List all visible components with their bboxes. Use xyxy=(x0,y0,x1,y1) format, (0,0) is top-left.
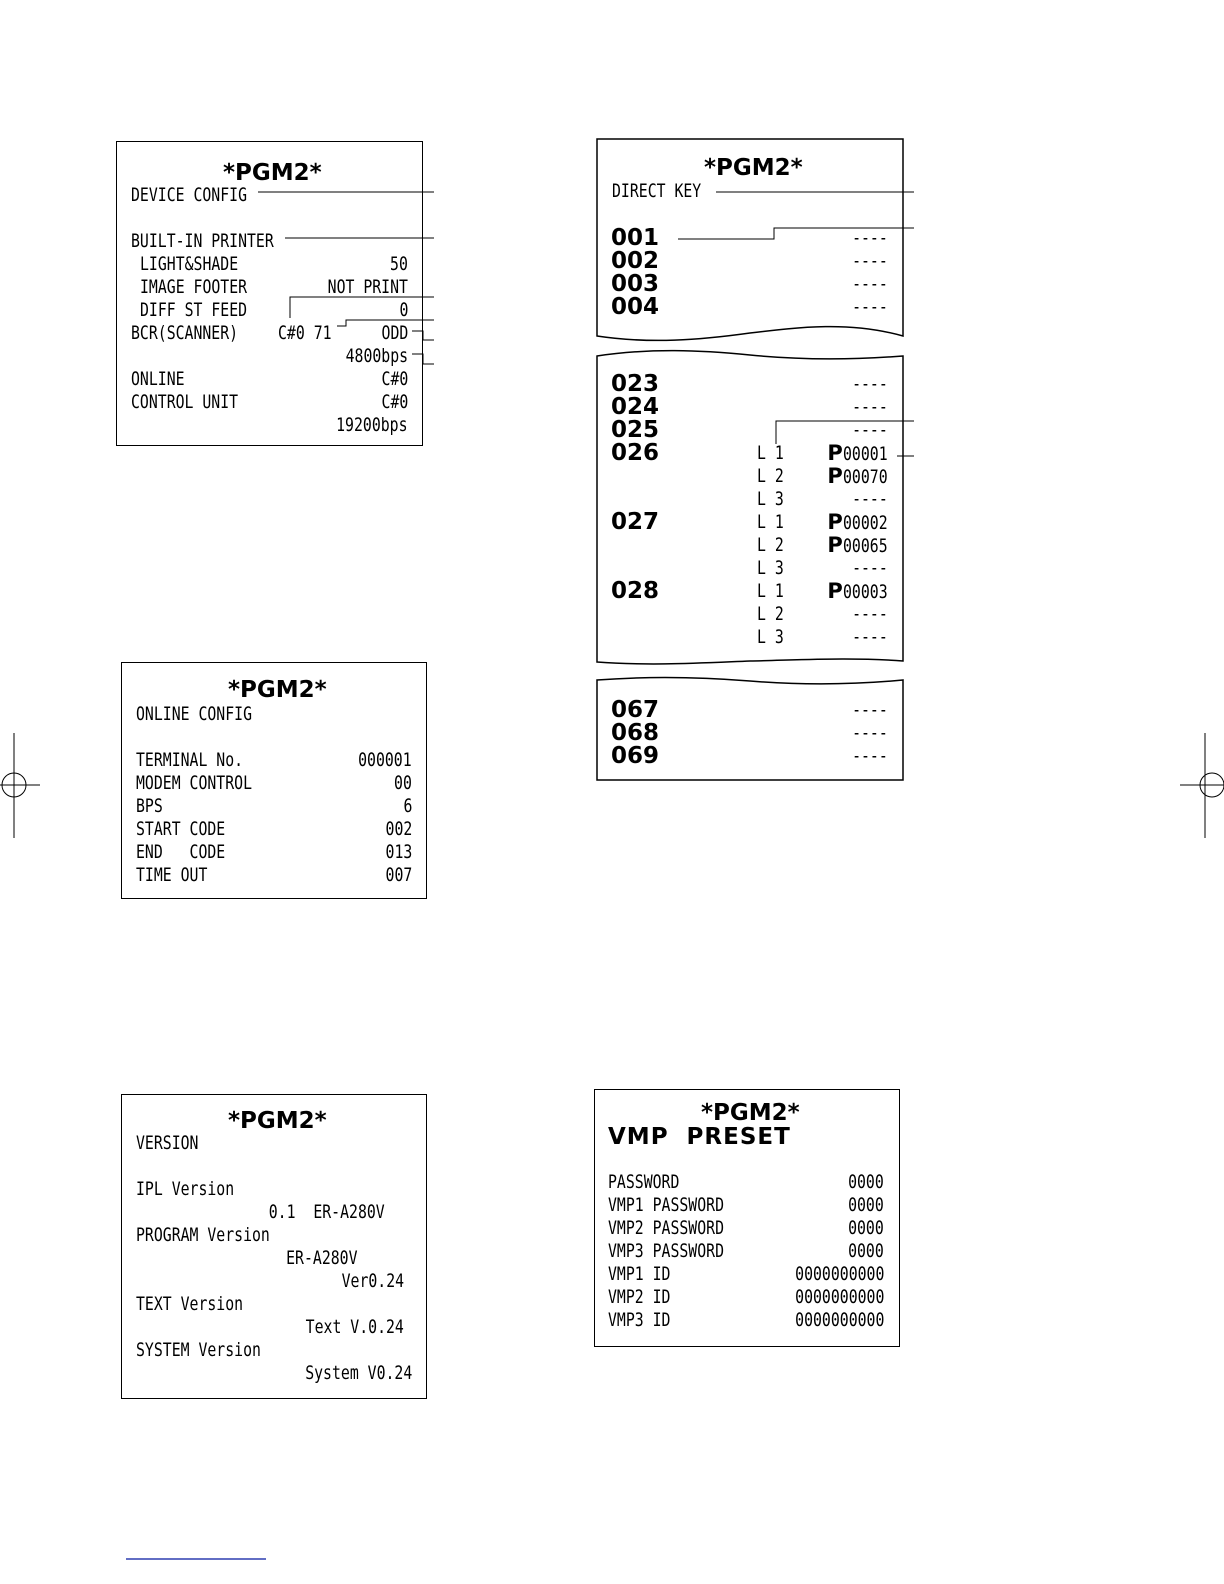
direct-key-link-dashes: ---- xyxy=(852,396,888,418)
direct-key-heading: DIRECT KEY xyxy=(612,180,702,202)
online-row-value: 6 xyxy=(403,795,412,817)
link-level: L 1 xyxy=(757,442,784,464)
direct-key-number: 068 xyxy=(611,720,660,746)
system-version-label: SYSTEM Version xyxy=(136,1339,261,1361)
vmp-row-value: 0000 xyxy=(848,1217,884,1239)
online-row-value: 00 xyxy=(394,772,412,794)
ipl-version-value: 0.1 ER-A280V xyxy=(268,1201,385,1223)
plu-number: 00002 xyxy=(842,512,888,534)
bcr-port: C#0 71 xyxy=(278,322,332,344)
direct-key-link-dashes: ---- xyxy=(852,250,888,272)
diff-st-feed-value: 0 xyxy=(399,299,408,321)
vmp-row-label: VMP1 PASSWORD xyxy=(608,1194,725,1216)
bcr-label: BCR(SCANNER) xyxy=(131,322,239,344)
vmp-row-value: 0000000000 xyxy=(794,1263,884,1285)
online-row-label: TIME OUT xyxy=(136,864,208,886)
online-row-label: BPS xyxy=(136,795,163,817)
receipt-title: *PGM2* xyxy=(704,155,803,181)
plu-prefix: P xyxy=(827,510,843,534)
direct-key-link-dashes: ---- xyxy=(852,296,888,318)
direct-key-number: 024 xyxy=(611,394,660,420)
link-level: L 2 xyxy=(757,603,784,625)
online-row-label: TERMINAL No. xyxy=(136,749,244,771)
plu-dashes: ---- xyxy=(852,626,888,648)
control-unit-speed: 19200bps xyxy=(336,414,408,436)
online-row-value: 013 xyxy=(385,841,412,863)
program-version-label: PROGRAM Version xyxy=(136,1224,270,1246)
direct-key-link-dashes: ---- xyxy=(852,745,888,767)
device-config-heading: DEVICE CONFIG xyxy=(131,184,248,206)
direct-key-number: 067 xyxy=(611,697,660,723)
link-level: L 2 xyxy=(757,465,784,487)
image-footer-label: IMAGE FOOTER xyxy=(140,276,248,298)
direct-key-number: 028 xyxy=(611,578,660,604)
link-level: L 3 xyxy=(757,488,784,510)
link-level: L 1 xyxy=(757,511,784,533)
direct-key-number: 069 xyxy=(611,743,660,769)
version-heading: VERSION xyxy=(136,1132,199,1154)
direct-key-number: 023 xyxy=(611,371,660,397)
plu-prefix: P xyxy=(827,441,843,465)
vmp-row-value: 0000 xyxy=(848,1240,884,1262)
light-shade-value: 50 xyxy=(390,253,408,275)
vmp-row-value: 0000000000 xyxy=(794,1286,884,1308)
bcr-parity: ODD xyxy=(381,322,408,344)
direct-key-number: 026 xyxy=(611,440,660,466)
vmp-row-label: PASSWORD xyxy=(608,1171,680,1193)
online-config-heading: ONLINE CONFIG xyxy=(136,703,253,725)
direct-key-link-dashes: ---- xyxy=(852,273,888,295)
program-version-model: ER-A280V xyxy=(286,1247,358,1269)
online-value: C#0 xyxy=(381,368,408,390)
direct-key-link-dashes: ---- xyxy=(852,227,888,249)
plu-dashes: ---- xyxy=(852,557,888,579)
receipt-title: *PGM2* xyxy=(228,1108,327,1134)
plu-dashes: ---- xyxy=(852,603,888,625)
vmp-row-value: 0000000000 xyxy=(794,1309,884,1331)
vmp-row-label: VMP2 PASSWORD xyxy=(608,1217,725,1239)
vmp-row-value: 0000 xyxy=(848,1194,884,1216)
plu-number: 00070 xyxy=(842,466,888,488)
ipl-version-label: IPL Version xyxy=(136,1178,235,1200)
control-unit-label: CONTROL UNIT xyxy=(131,391,239,413)
plu-prefix: P xyxy=(827,464,843,488)
vmp-preset-heading: VMP PRESET xyxy=(608,1124,791,1150)
direct-key-link-dashes: ---- xyxy=(852,419,888,441)
plu-number: 00065 xyxy=(842,535,888,557)
vmp-row-label: VMP2 ID xyxy=(608,1286,671,1308)
direct-key-link-dashes: ---- xyxy=(852,722,888,744)
link-level: L 1 xyxy=(757,580,784,602)
vmp-row-label: VMP3 ID xyxy=(608,1309,671,1331)
text-version-value: Text V.0.24 xyxy=(305,1316,404,1338)
receipt-title: *PGM2* xyxy=(228,677,327,703)
link-level: L 3 xyxy=(757,557,784,579)
link-level: L 3 xyxy=(757,626,784,648)
online-row-value: 007 xyxy=(385,864,412,886)
direct-key-number: 004 xyxy=(611,294,660,320)
light-shade-label: LIGHT&SHADE xyxy=(140,253,239,275)
bcr-speed: 4800bps xyxy=(345,345,408,367)
direct-key-link-dashes: ---- xyxy=(852,699,888,721)
receipt-title: *PGM2* xyxy=(701,1100,800,1126)
vmp-row-value: 0000 xyxy=(848,1171,884,1193)
plu-prefix: P xyxy=(827,533,843,557)
plu-number: 00003 xyxy=(842,581,888,603)
direct-key-link-dashes: ---- xyxy=(852,373,888,395)
plu-dashes: ---- xyxy=(852,488,888,510)
online-row-label: END CODE xyxy=(136,841,226,863)
control-unit-value: C#0 xyxy=(381,391,408,413)
plu-number: 00001 xyxy=(842,443,888,465)
image-footer-value: NOT PRINT xyxy=(327,276,408,298)
direct-key-number: 001 xyxy=(611,225,660,251)
direct-key-number: 027 xyxy=(611,509,660,535)
program-version-number: Ver0.24 xyxy=(341,1270,404,1292)
system-version-value: System V0.24 xyxy=(304,1362,412,1384)
vmp-row-label: VMP3 PASSWORD xyxy=(608,1240,725,1262)
vmp-row-label: VMP1 ID xyxy=(608,1263,671,1285)
plu-prefix: P xyxy=(827,579,843,603)
diff-st-feed-label: DIFF ST FEED xyxy=(140,299,248,321)
online-row-label: MODEM CONTROL xyxy=(136,772,253,794)
link-level: L 2 xyxy=(757,534,784,556)
direct-key-number: 002 xyxy=(611,248,660,274)
direct-key-number: 025 xyxy=(611,417,660,443)
receipt-title: *PGM2* xyxy=(223,160,322,186)
direct-key-number: 003 xyxy=(611,271,660,297)
printer-section-label: BUILT-IN PRINTER xyxy=(131,230,274,252)
online-label: ONLINE xyxy=(131,368,185,390)
text-version-label: TEXT Version xyxy=(136,1293,244,1315)
online-row-value: 000001 xyxy=(358,749,412,771)
online-row-value: 002 xyxy=(385,818,412,840)
online-row-label: START CODE xyxy=(136,818,226,840)
